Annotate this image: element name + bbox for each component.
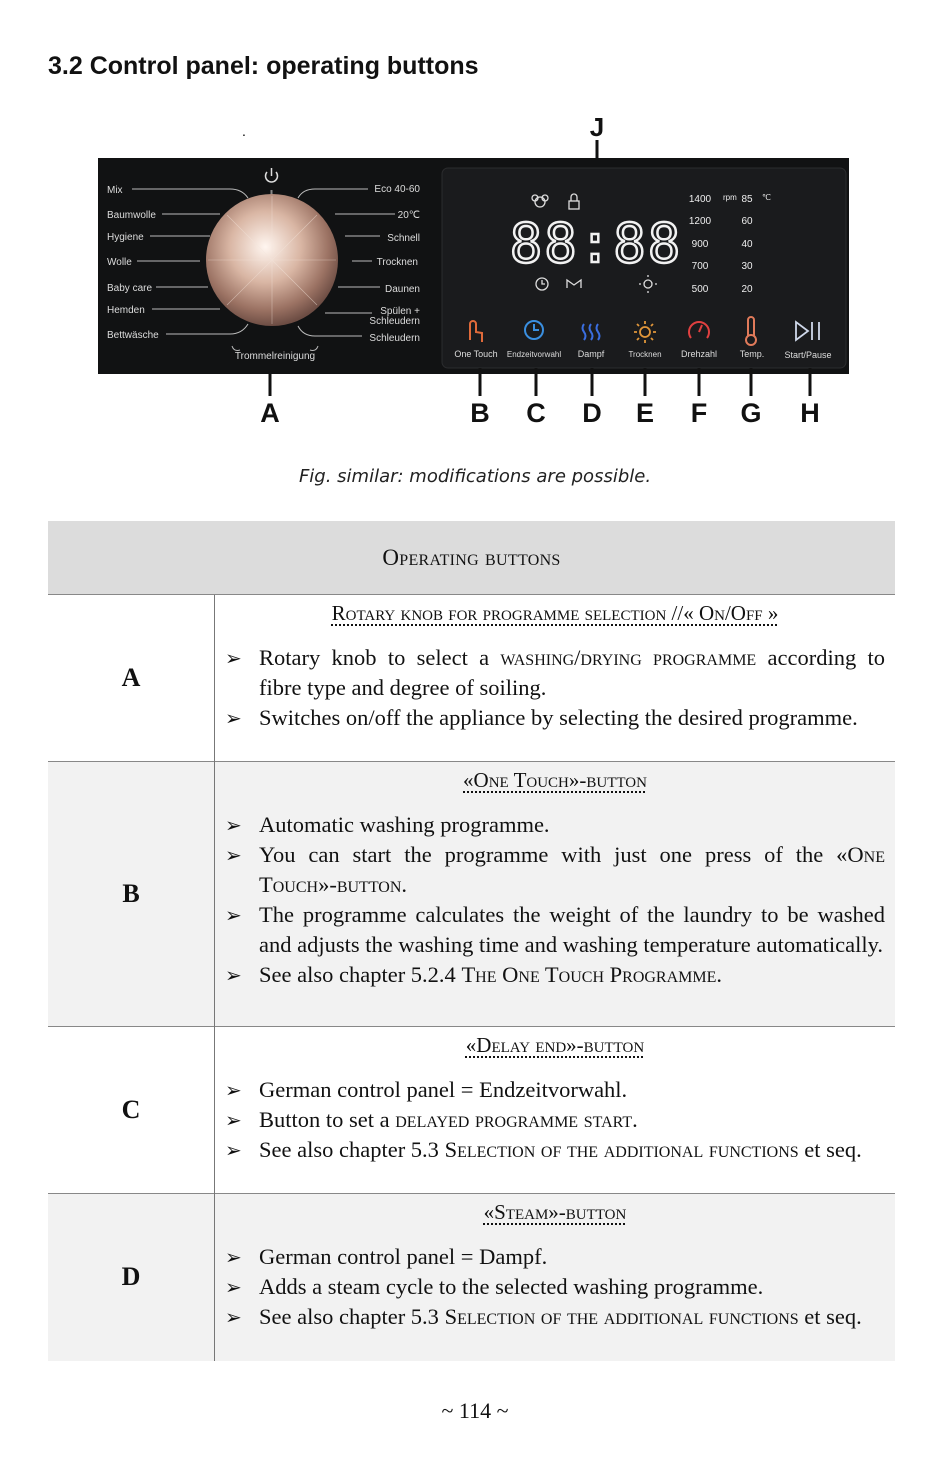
- steam-label: Dampf: [577, 349, 605, 359]
- arrow-bullet-icon: ➢: [225, 843, 242, 867]
- callout-d: D: [582, 398, 602, 428]
- callout-h: H: [800, 398, 820, 428]
- prog-label-r7: Schleudern: [369, 333, 420, 344]
- bullet-item: ➢ See also chapter 5.3 Selection of the additional functions et seq.: [225, 1302, 885, 1332]
- callout-c: C: [526, 398, 546, 428]
- rpm-value-0: 1400: [688, 194, 712, 205]
- table-title: Operating buttons: [48, 521, 895, 595]
- rpm-unit: rpm: [723, 193, 737, 202]
- one-touch-label: One Touch: [454, 349, 498, 359]
- figure-dot: .: [242, 123, 246, 139]
- prog-label-2: Hygiene: [107, 232, 144, 243]
- arrow-bullet-icon: ➢: [225, 903, 242, 927]
- prog-label-r5: Spülen +: [380, 306, 420, 317]
- bullet-item: ➢ Rotary knob to select a washing/drying programme according to fibre type and degree of soiling.: [225, 645, 885, 700]
- temp-value-3: 30: [741, 261, 753, 272]
- row-content: [215, 1194, 896, 1361]
- callout-a: A: [260, 398, 280, 428]
- prog-label-r1: 20℃: [397, 210, 420, 221]
- rpm-value-1: 1200: [688, 216, 712, 227]
- arrow-bullet-icon: ➢: [225, 706, 242, 730]
- rpm-value-2: 900: [691, 239, 709, 250]
- row-letter: A: [48, 595, 215, 762]
- bullet-item: ➢ German control panel = Dampf.: [225, 1242, 885, 1272]
- figure-caption: Fig. similar: modifications are possible.: [298, 466, 652, 487]
- prog-label-5: Hemden: [107, 305, 145, 316]
- prog-label-r6: Schleudern: [369, 316, 420, 327]
- temp-value-0: 85: [741, 194, 753, 205]
- prog-label-r0: Eco 40-60: [374, 184, 420, 195]
- arrow-bullet-icon: ➢: [225, 1305, 242, 1329]
- callout-e: E: [635, 398, 655, 428]
- prog-label-1: Baumwolle: [107, 210, 156, 221]
- prog-label-3: Wolle: [107, 257, 132, 268]
- table-row: [48, 762, 895, 1027]
- temp-value-1: 60: [741, 216, 753, 227]
- temp-value-2: 40: [741, 239, 753, 250]
- rpm-value-4: 500: [691, 284, 709, 295]
- drying-label: Trocknen: [628, 350, 662, 359]
- start-pause-label: Start/Pause: [784, 350, 832, 360]
- arrow-bullet-icon: ➢: [225, 1275, 242, 1299]
- row-letter: B: [48, 762, 215, 1027]
- callout-g: G: [740, 398, 762, 428]
- row-subtitle: «Delay end»-button: [465, 1033, 645, 1057]
- arrow-bullet-icon: ➢: [225, 1245, 242, 1269]
- spin-speed-label: Drehzahl: [680, 349, 718, 359]
- section-heading: 3.2 Control panel: operating buttons: [48, 52, 479, 80]
- prog-label-r4: Daunen: [384, 284, 420, 295]
- bullet-item: ➢ See also chapter 5.3 Selection of the additional functions et seq.: [225, 1135, 885, 1165]
- table-row: [48, 595, 895, 762]
- row-content: [215, 595, 896, 762]
- seven-segment-display: 88:88: [509, 212, 683, 275]
- prog-label-r3: Trocknen: [376, 257, 418, 268]
- bullet-item: ➢ Switches on/off the appliance by selecting the desired programme.: [225, 703, 885, 733]
- delay-end-label: Endzeitvorwahl: [506, 350, 562, 359]
- row-letter: D: [48, 1194, 215, 1361]
- page-number: ~ 114 ~: [441, 1398, 509, 1423]
- arrow-bullet-icon: ➢: [225, 963, 242, 987]
- row-content: [215, 1027, 896, 1194]
- bullet-item: ➢ See also chapter 5.2.4 The One Touch Programme.: [225, 960, 885, 990]
- arrow-bullet-icon: ➢: [225, 646, 242, 670]
- bullet-item: ➢ Button to set a delayed programme start.: [225, 1105, 885, 1135]
- arrow-bullet-icon: ➢: [225, 813, 242, 837]
- arrow-bullet-icon: ➢: [225, 1108, 242, 1132]
- row-subtitle: «Steam»-button: [483, 1200, 627, 1224]
- table-row: [48, 1027, 895, 1194]
- bullet-item: ➢ Automatic washing programme.: [225, 810, 885, 840]
- table-row: [48, 1194, 895, 1361]
- prog-label-r2: Schnell: [387, 233, 420, 244]
- operating-buttons-table: [48, 521, 895, 1361]
- callout-f: F: [690, 398, 708, 428]
- bullet-item: ➢ German control panel = Endzeitvorwahl.: [225, 1075, 885, 1105]
- bullet-item: ➢ The programme calculates the weight of the laundry to be washed and adjusts the washing time and washing temperature automatically.: [225, 902, 885, 957]
- bullet-item: ➢ Adds a steam cycle to the selected washing programme.: [225, 1272, 885, 1302]
- arrow-bullet-icon: ➢: [225, 1138, 242, 1162]
- callout-b: B: [470, 398, 490, 428]
- temp-unit: ℃: [762, 193, 771, 202]
- row-subtitle: «One Touch»-button: [463, 768, 647, 792]
- callout-j: J: [589, 112, 605, 142]
- control-panel-figure: [90, 110, 860, 440]
- row-subtitle: Rotary knob for programme selection //« On/Off »: [331, 601, 779, 625]
- prog-label-6: Bettwäsche: [107, 330, 159, 341]
- row-letter: C: [48, 1027, 215, 1194]
- arrow-bullet-icon: ➢: [225, 1078, 242, 1102]
- temp-value-4: 20: [741, 284, 753, 295]
- temperature-label: Temp.: [739, 349, 765, 359]
- prog-label-4: Baby care: [107, 283, 153, 294]
- prog-label-bottom: Trommelreinigung: [234, 351, 316, 362]
- prog-label-0: Mix: [107, 185, 123, 196]
- rpm-value-3: 700: [691, 261, 709, 272]
- row-content: [215, 762, 896, 1027]
- bullet-item: ➢ You can start the programme with just one press of the «One Touch»-button.: [225, 842, 885, 897]
